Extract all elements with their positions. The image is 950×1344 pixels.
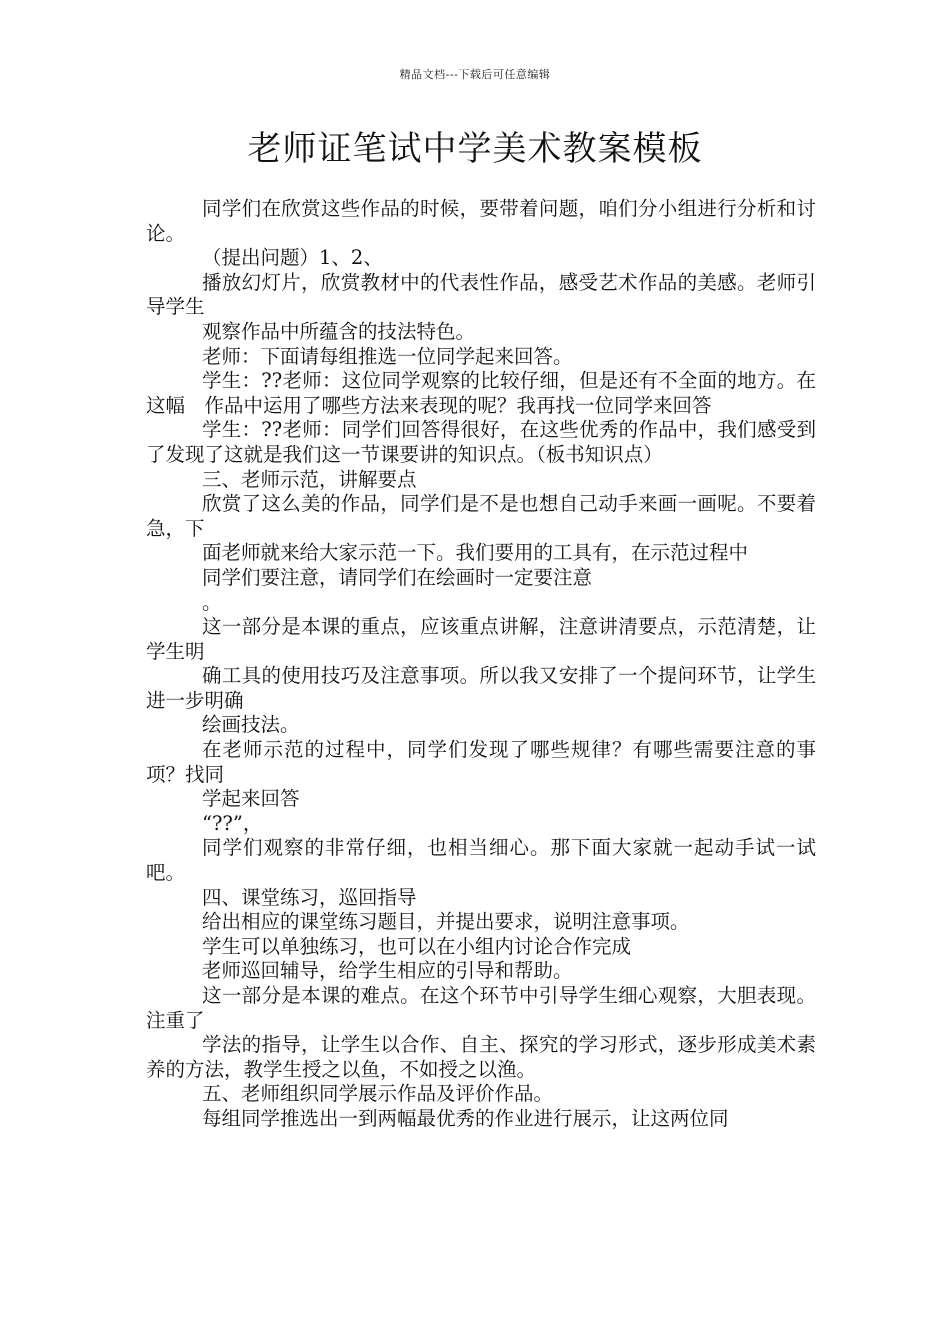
paragraph: （提出问题）1、2、: [202, 246, 383, 270]
paragraph: 四、课堂练习，巡回指导: [202, 885, 417, 909]
paragraph: 同学们要注意，请同学们在绘画时一定要注意: [202, 565, 593, 589]
paragraph: 给出相应的课堂练习题目，并提出要求，说明注意事项。: [202, 910, 690, 934]
paragraph: 每组同学推选出一到两幅最优秀的作业进行展示，让这两位同: [202, 1106, 729, 1130]
paragraph: 面老师就来给大家示范一下。我们要用的工具有，在示范过程中: [202, 541, 749, 565]
document-body: [146, 197, 816, 1132]
page-header: 精品文档---下载后可任意编辑: [399, 68, 551, 81]
paragraph: 五、老师组织同学展示作品及评价作品。: [202, 1082, 554, 1106]
paragraph: 学生：??老师：这位同学观察的比较仔细，但是还有不全面的地方。在这幅 作品中运用了哪些方法来表现的呢？我再找一位同学来回答: [146, 369, 816, 417]
paragraph: 这一部分是本课的难点。在这个环节中引导学生细心观察，大胆表现。注重了: [146, 984, 816, 1032]
paragraph: 学生可以单独练习，也可以在小组内讨论合作完成: [202, 934, 632, 958]
paragraph: 观察作品中所蕴含的技法特色。: [202, 319, 476, 343]
paragraph: 这一部分是本课的重点，应该重点讲解，注意讲清要点，示范清楚，让学生明: [146, 615, 816, 663]
paragraph: 。: [202, 590, 222, 614]
paragraph: 播放幻灯片，欣赏教材中的代表性作品，感受艺术作品的美感。老师引导学生: [146, 270, 816, 319]
paragraph: 欣赏了这么美的作品，同学们是不是也想自己动手来画一画呢。不要着急，下: [146, 492, 816, 540]
paragraph: 在老师示范的过程中，同学们发现了哪些规律？有哪些需要注意的事项？找同: [146, 738, 816, 786]
paragraph: “??”，: [202, 811, 263, 835]
paragraph: 确工具的使用技巧及注意事项。所以我又安排了一个提问环节，让学生进一步明确: [146, 664, 816, 712]
paragraph: 同学们在欣赏这些作品的时候，要带着问题，咱们分小组进行分析和讨论。: [146, 197, 816, 245]
paragraph: 学起来回答: [202, 787, 300, 811]
document-title: 老师证笔试中学美术教案模板: [247, 129, 703, 169]
paragraph: 同学们观察的非常仔细，也相当细心。那下面大家就一起动手试一试吧。: [146, 836, 816, 885]
paragraph: 三、老师示范，讲解要点: [202, 467, 417, 491]
paragraph: 老师巡回辅导，给学生相应的引导和帮助。: [202, 959, 573, 983]
paragraph: 学法的指导，让学生以合作、自主、探究的学习形式，逐步形成美术素养的方法，教学生授之以鱼，不如授之以渔。: [146, 1033, 816, 1081]
paragraph: 老师：下面请每组推选一位同学起来回答。: [202, 344, 573, 368]
paragraph: 绘画技法。: [202, 713, 300, 737]
paragraph: 学生：??老师：同学们回答得很好，在这些优秀的作品中，我们感受到了发现了这就是我们这一节课要讲的知识点。（板书知识点）: [146, 418, 816, 466]
